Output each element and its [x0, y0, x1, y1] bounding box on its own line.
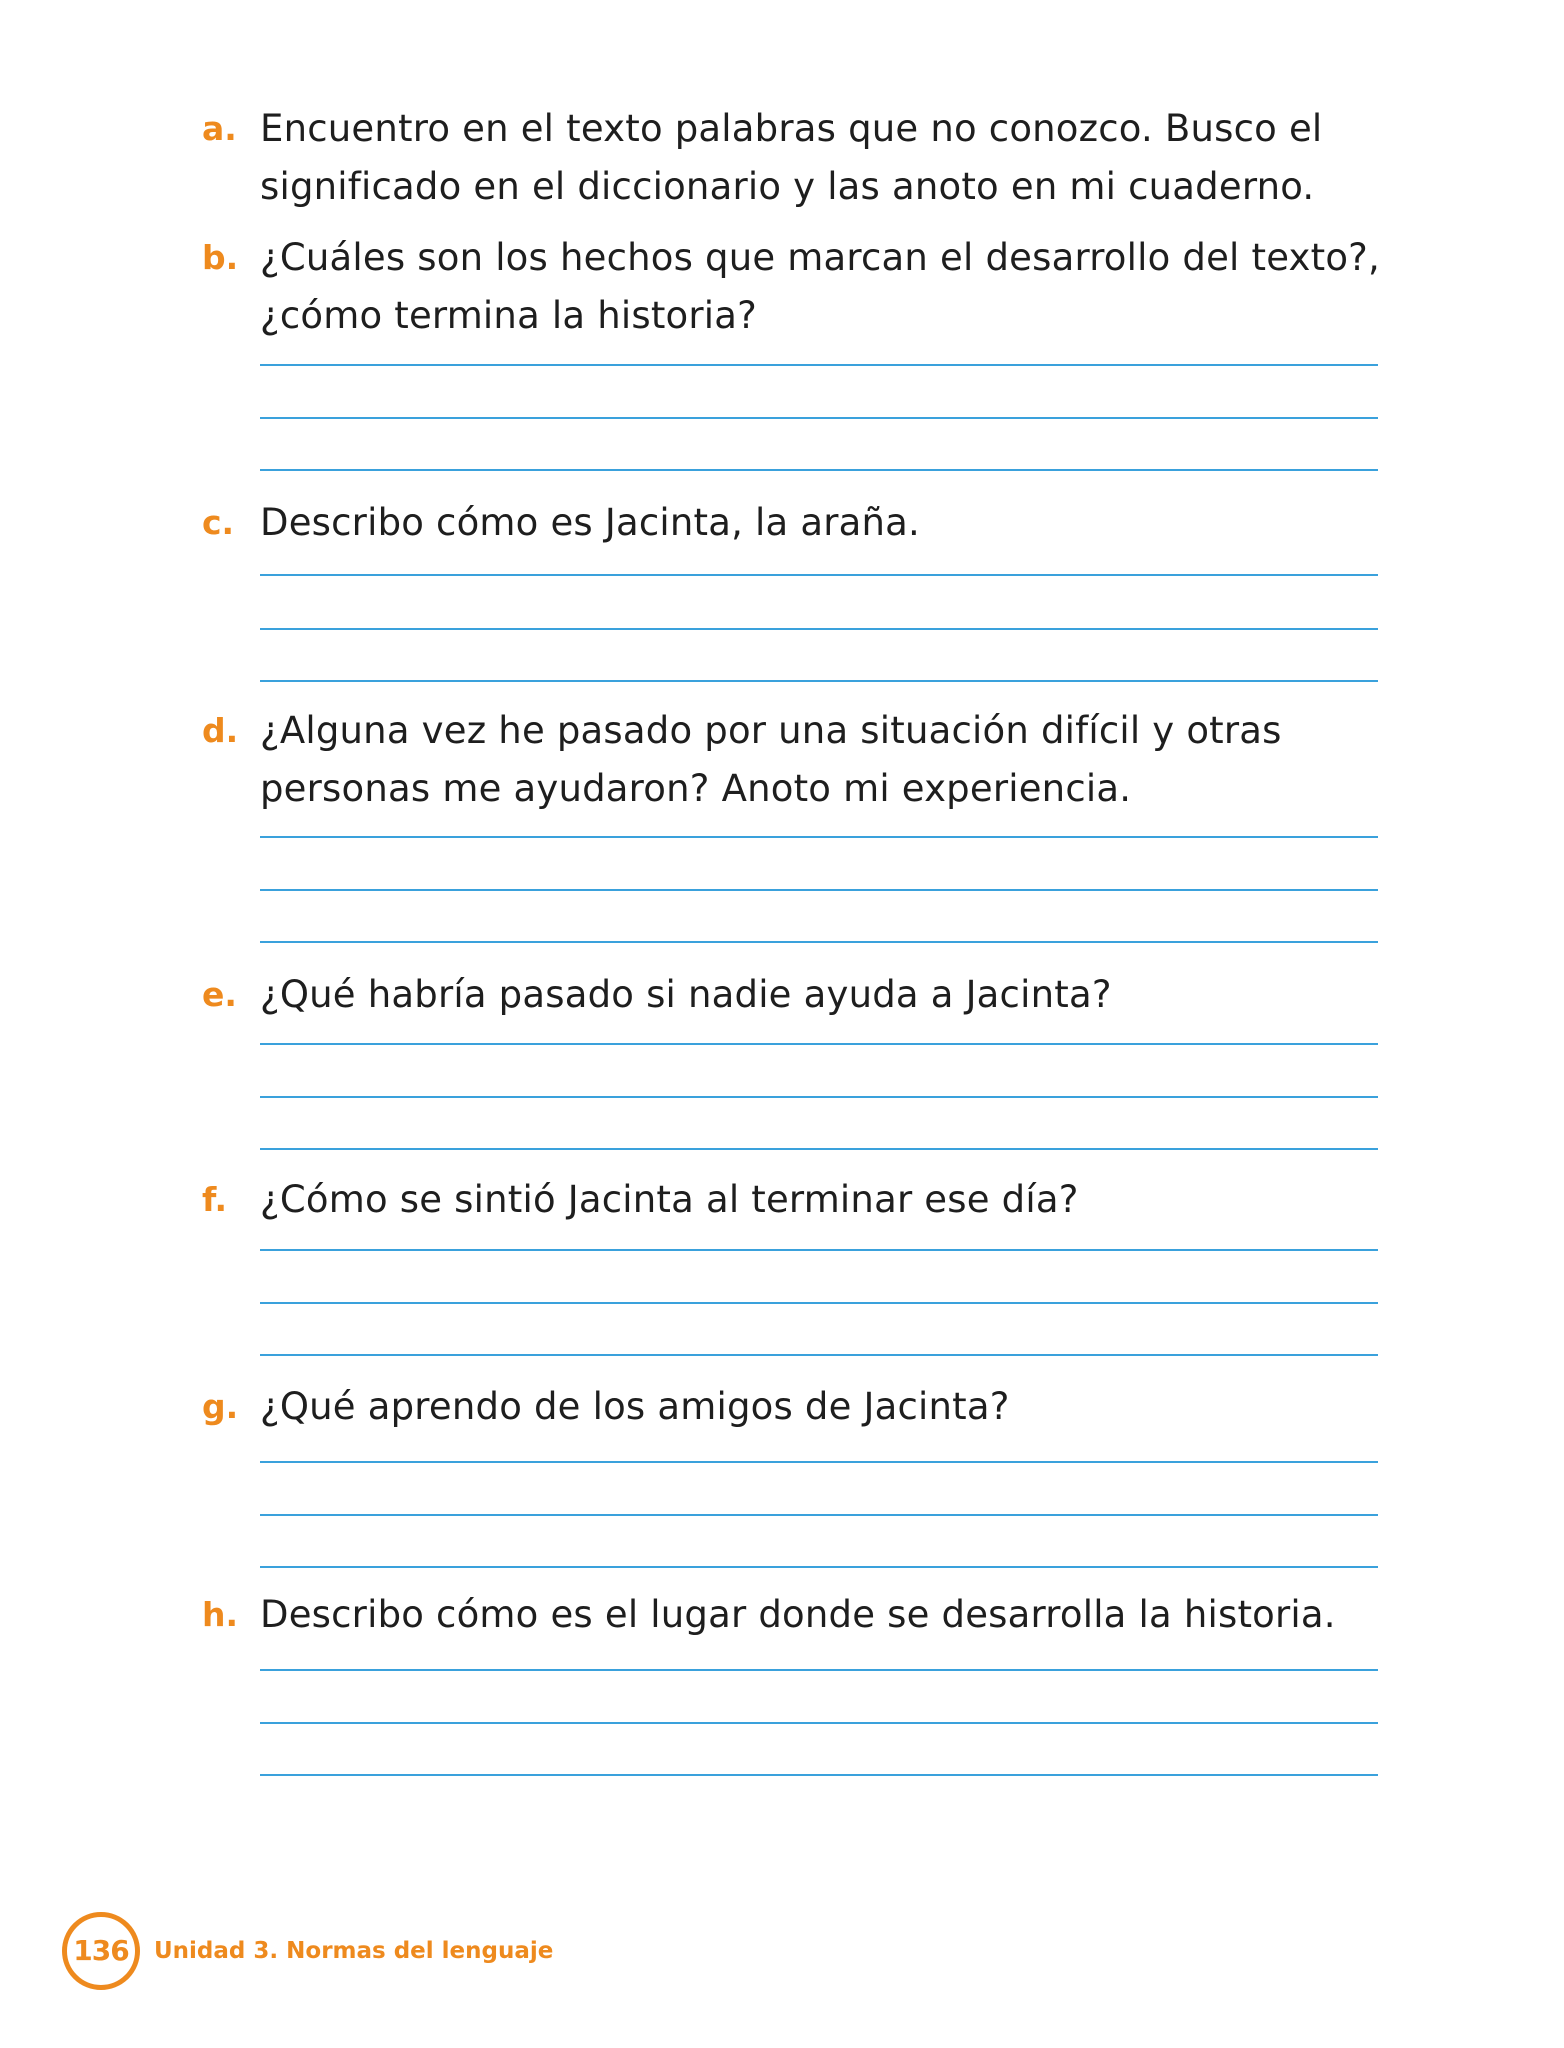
answer-line-e-3[interactable] — [260, 1148, 1378, 1150]
answer-line-h-1[interactable] — [260, 1669, 1378, 1671]
answer-line-c-2[interactable] — [260, 628, 1378, 630]
question-line: significado en el diccionario y las anoto en mi cuaderno. — [260, 165, 1315, 208]
question-letter: h. — [202, 1595, 239, 1634]
page-footer — [62, 1912, 762, 1992]
question-text — [260, 966, 1380, 1024]
question-text — [260, 702, 1380, 818]
page-number: 136 — [73, 1934, 129, 1967]
answer-line-c-3[interactable] — [260, 680, 1378, 682]
question-line: ¿Qué aprendo de los amigos de Jacinta? — [260, 1385, 1010, 1428]
question-text — [260, 1171, 1380, 1229]
answer-line-h-2[interactable] — [260, 1722, 1378, 1724]
question-text — [260, 229, 1380, 345]
answer-line-d-1[interactable] — [260, 836, 1378, 838]
question-text — [260, 494, 1380, 552]
question-text — [260, 100, 1380, 216]
question-text — [260, 1586, 1380, 1644]
question-line: ¿Qué habría pasado si nadie ayuda a Jacinta? — [260, 973, 1112, 1016]
answer-line-g-1[interactable] — [260, 1461, 1378, 1463]
answer-line-f-1[interactable] — [260, 1249, 1378, 1251]
question-line: Describo cómo es Jacinta, la araña. — [260, 501, 920, 544]
answer-line-d-3[interactable] — [260, 941, 1378, 943]
question-line: ¿cómo termina la historia? — [260, 294, 757, 337]
question-line: ¿Alguna vez he pasado por una situación difícil y otras — [260, 709, 1282, 752]
answer-line-h-3[interactable] — [260, 1774, 1378, 1776]
question-line: Describo cómo es el lugar donde se desarrolla la historia. — [260, 1593, 1336, 1636]
answer-line-b-2[interactable] — [260, 417, 1378, 419]
question-line: ¿Cómo se sintió Jacinta al terminar ese día? — [260, 1178, 1079, 1221]
unit-label: Unidad 3. Normas del lenguaje — [154, 1938, 554, 1964]
question-letter: d. — [202, 711, 239, 750]
answer-line-d-2[interactable] — [260, 889, 1378, 891]
question-text — [260, 1378, 1380, 1436]
question-letter: g. — [202, 1387, 239, 1426]
answer-line-f-2[interactable] — [260, 1302, 1378, 1304]
answer-line-b-1[interactable] — [260, 364, 1378, 366]
question-letter: e. — [202, 975, 237, 1014]
question-letter: c. — [202, 503, 235, 542]
answer-line-e-1[interactable] — [260, 1043, 1378, 1045]
question-letter: b. — [202, 238, 239, 277]
answer-line-c-1[interactable] — [260, 574, 1378, 576]
answer-line-g-3[interactable] — [260, 1566, 1378, 1568]
answer-line-b-3[interactable] — [260, 469, 1378, 471]
question-letter: a. — [202, 109, 237, 148]
answer-line-e-2[interactable] — [260, 1096, 1378, 1098]
question-line: Encuentro en el texto palabras que no conozco. Busco el — [260, 107, 1323, 150]
answer-line-f-3[interactable] — [260, 1354, 1378, 1356]
question-letter: f. — [202, 1180, 228, 1219]
question-line: personas me ayudaron? Anoto mi experiencia. — [260, 767, 1132, 810]
answer-line-g-2[interactable] — [260, 1514, 1378, 1516]
question-line: ¿Cuáles son los hechos que marcan el desarrollo del texto?, — [260, 236, 1380, 279]
